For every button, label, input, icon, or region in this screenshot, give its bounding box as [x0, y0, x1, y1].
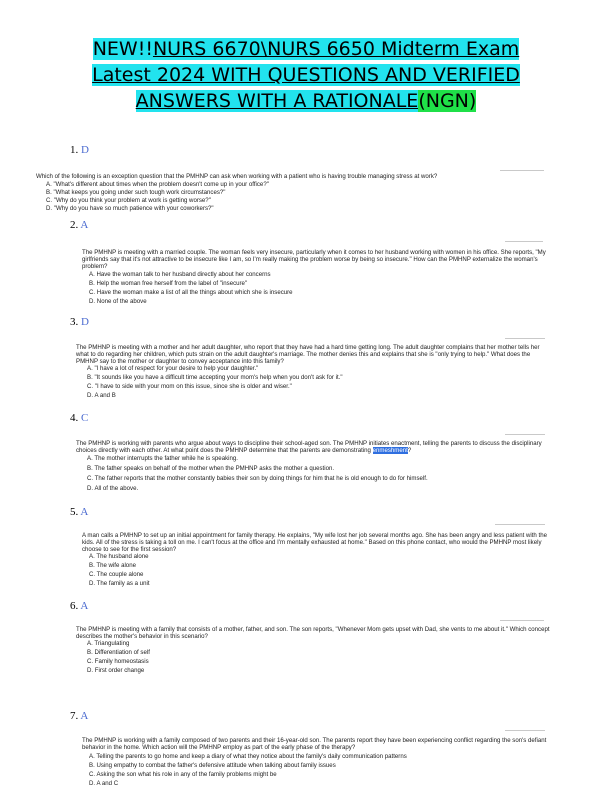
option-c: C. Family homeostasis [87, 658, 149, 665]
highlighted-term: enmeshment [372, 447, 408, 455]
option-b: B. The father speaks on behalf of the mother when the PMHNP asks the mother a question. [87, 465, 335, 472]
option-c: C. "I have to side with your mom on this issue, since she is older and wiser." [87, 383, 292, 390]
answer-letter: D [81, 316, 89, 328]
answer-letter: A [80, 219, 89, 231]
question-stem: The PMHNP is meeting with a mother and her adult daughter, who report that they have had a hard time getting long. The adult daughter complains that her mother tells her what to do regarding her children, which puts strain on the adult daughter's marriage. The mother denies this and explains that she is "only trying to help." What does the PMHNP say to the mother or daughter to convey acceptance into this family? [76, 344, 540, 366]
question-stem: Which of the following is an exception question that the PMHNP can ask when working with a patient who is having trouble managing stress at work? [36, 173, 438, 180]
title-line-1 [0, 36, 612, 62]
answer-letter: D [81, 144, 89, 156]
scan-line [505, 730, 545, 731]
option-a: A. Telling the parents to go home and keep a diary of what they notice about the family's daily communication patterns [89, 753, 407, 760]
scan-line [500, 620, 544, 621]
option-c: C. The father reports that the mother constantly babies their son by doing things for him that he is old enough to do for himself. [87, 475, 428, 482]
scan-line [495, 524, 545, 525]
option-d: D. None of the above [89, 298, 147, 305]
question-stem: The PMHNP is working with a family composed of two parents and their 16-year-old son. The parents report they have been experiencing conflict regarding the son's defiant behavior in the home. Which action will the PMHNP employ as part of the early phase of the therapy? [82, 737, 547, 752]
scan-line [505, 241, 543, 242]
title-line-3-text: ANSWERS WITH A RATIONALE [135, 90, 419, 112]
option-b: B. The wife alone [89, 562, 136, 569]
title-line-2-text: Latest 2024 WITH QUESTIONS AND VERIFIED [92, 64, 520, 86]
option-a: A. "I have a lot of respect for your desire to help your daughter." [87, 365, 259, 372]
title-line-1-text: NURS 6670\NURS 6650 Midterm Exam [152, 38, 520, 60]
question-number: 1. D [70, 144, 89, 156]
option-d: D. "Why do you have so much patience with your coworkers?" [46, 205, 214, 212]
title-prefix: NEW!! [92, 38, 153, 60]
option-c: C. Have the woman make a list of all the things about which she is insecure [89, 289, 293, 296]
question-number: 5. A [70, 506, 89, 518]
option-c: C. "Why do you think your problem at work is getting worse?" [46, 197, 211, 204]
document-title [0, 36, 612, 114]
question-stem: The PMHNP is working with parents who argue about ways to discipline their school-aged son. The PMHNP initiates enactment, telling the parents to discuss the disciplinary choices directly with each other. At what point does the PMHNP determine that the parents are demonstrating enmeshment? [76, 440, 542, 455]
scan-line [505, 434, 545, 435]
option-b: B. "It sounds like you have a difficult time accepting your mom's help when you don't ask for it." [87, 374, 343, 381]
question-stem: A man calls a PMHNP to set up an initial appointment for family therapy. He explains, "My wife lost her job several months ago. She has been angry and less patient with the kids. All of the stress is taking a toll on me. I can't focus at the office and I'm mentally exhausted at home." Based on this phone contact, who would the PMHNP most likely choose to see for the first session? [82, 532, 547, 554]
option-d: D. The family as a unit [89, 580, 150, 587]
question-number: 6. A [70, 600, 89, 612]
option-a: A. The husband alone [89, 553, 149, 560]
question-number: 2. A [70, 219, 89, 231]
option-b: B. Using empathy to combat the father's defensive attitude when talking about family issues [89, 762, 336, 769]
option-d: D. All of the above. [87, 485, 139, 492]
answer-letter: A [80, 506, 89, 518]
option-a: A. Triangulating [87, 640, 130, 647]
option-d: D. First order change [87, 667, 145, 674]
scan-line [505, 338, 545, 339]
option-b: B. "What keeps you going under such tough work circumstances?" [46, 189, 226, 196]
question-number: 7. A [70, 710, 89, 722]
answer-letter: A [80, 710, 89, 722]
question-number: 4. C [70, 412, 89, 424]
scan-line [500, 170, 544, 171]
question-stem: The PMHNP is meeting with a married couple. The woman feels very insecure, particularly when it comes to her husband working with women in his office. She reports, "My girlfriends say that it's not attractive to be insecure like I am, so I'm really making the problem worse by being so insecure." How can the PMHNP externalize the woman's problem? [82, 249, 546, 271]
option-d: D. A and C [89, 780, 119, 787]
option-a: A. "What's different about times when the problem doesn't come up in your office?" [46, 181, 269, 188]
title-line-3 [0, 88, 612, 114]
option-c: C. Asking the son what his role in any of the family problems might be [89, 771, 277, 778]
answer-letter: A [80, 600, 89, 612]
answer-letter: C [81, 412, 89, 424]
option-c: C. The couple alone [89, 571, 144, 578]
option-b: B. Help the woman free herself from the label of "insecure" [89, 280, 248, 287]
option-d: D. A and B [87, 392, 116, 399]
title-tag: (NGN) [418, 90, 477, 112]
title-line-2 [0, 62, 612, 88]
option-b: B. Differentiation of self [87, 649, 150, 656]
option-a: A. The mother interrupts the father while he is speaking. [87, 455, 238, 462]
question-stem: The PMHNP is meeting with a family that consists of a mother, father, and son. The son reports, "Whenever Mom gets upset with Dad, she vents to me about it." Which concept describes the mother's behavior in this scenario? [76, 626, 550, 641]
option-a: A. Have the woman talk to her husband directly about her concerns [89, 271, 271, 278]
question-number: 3. D [70, 316, 89, 328]
